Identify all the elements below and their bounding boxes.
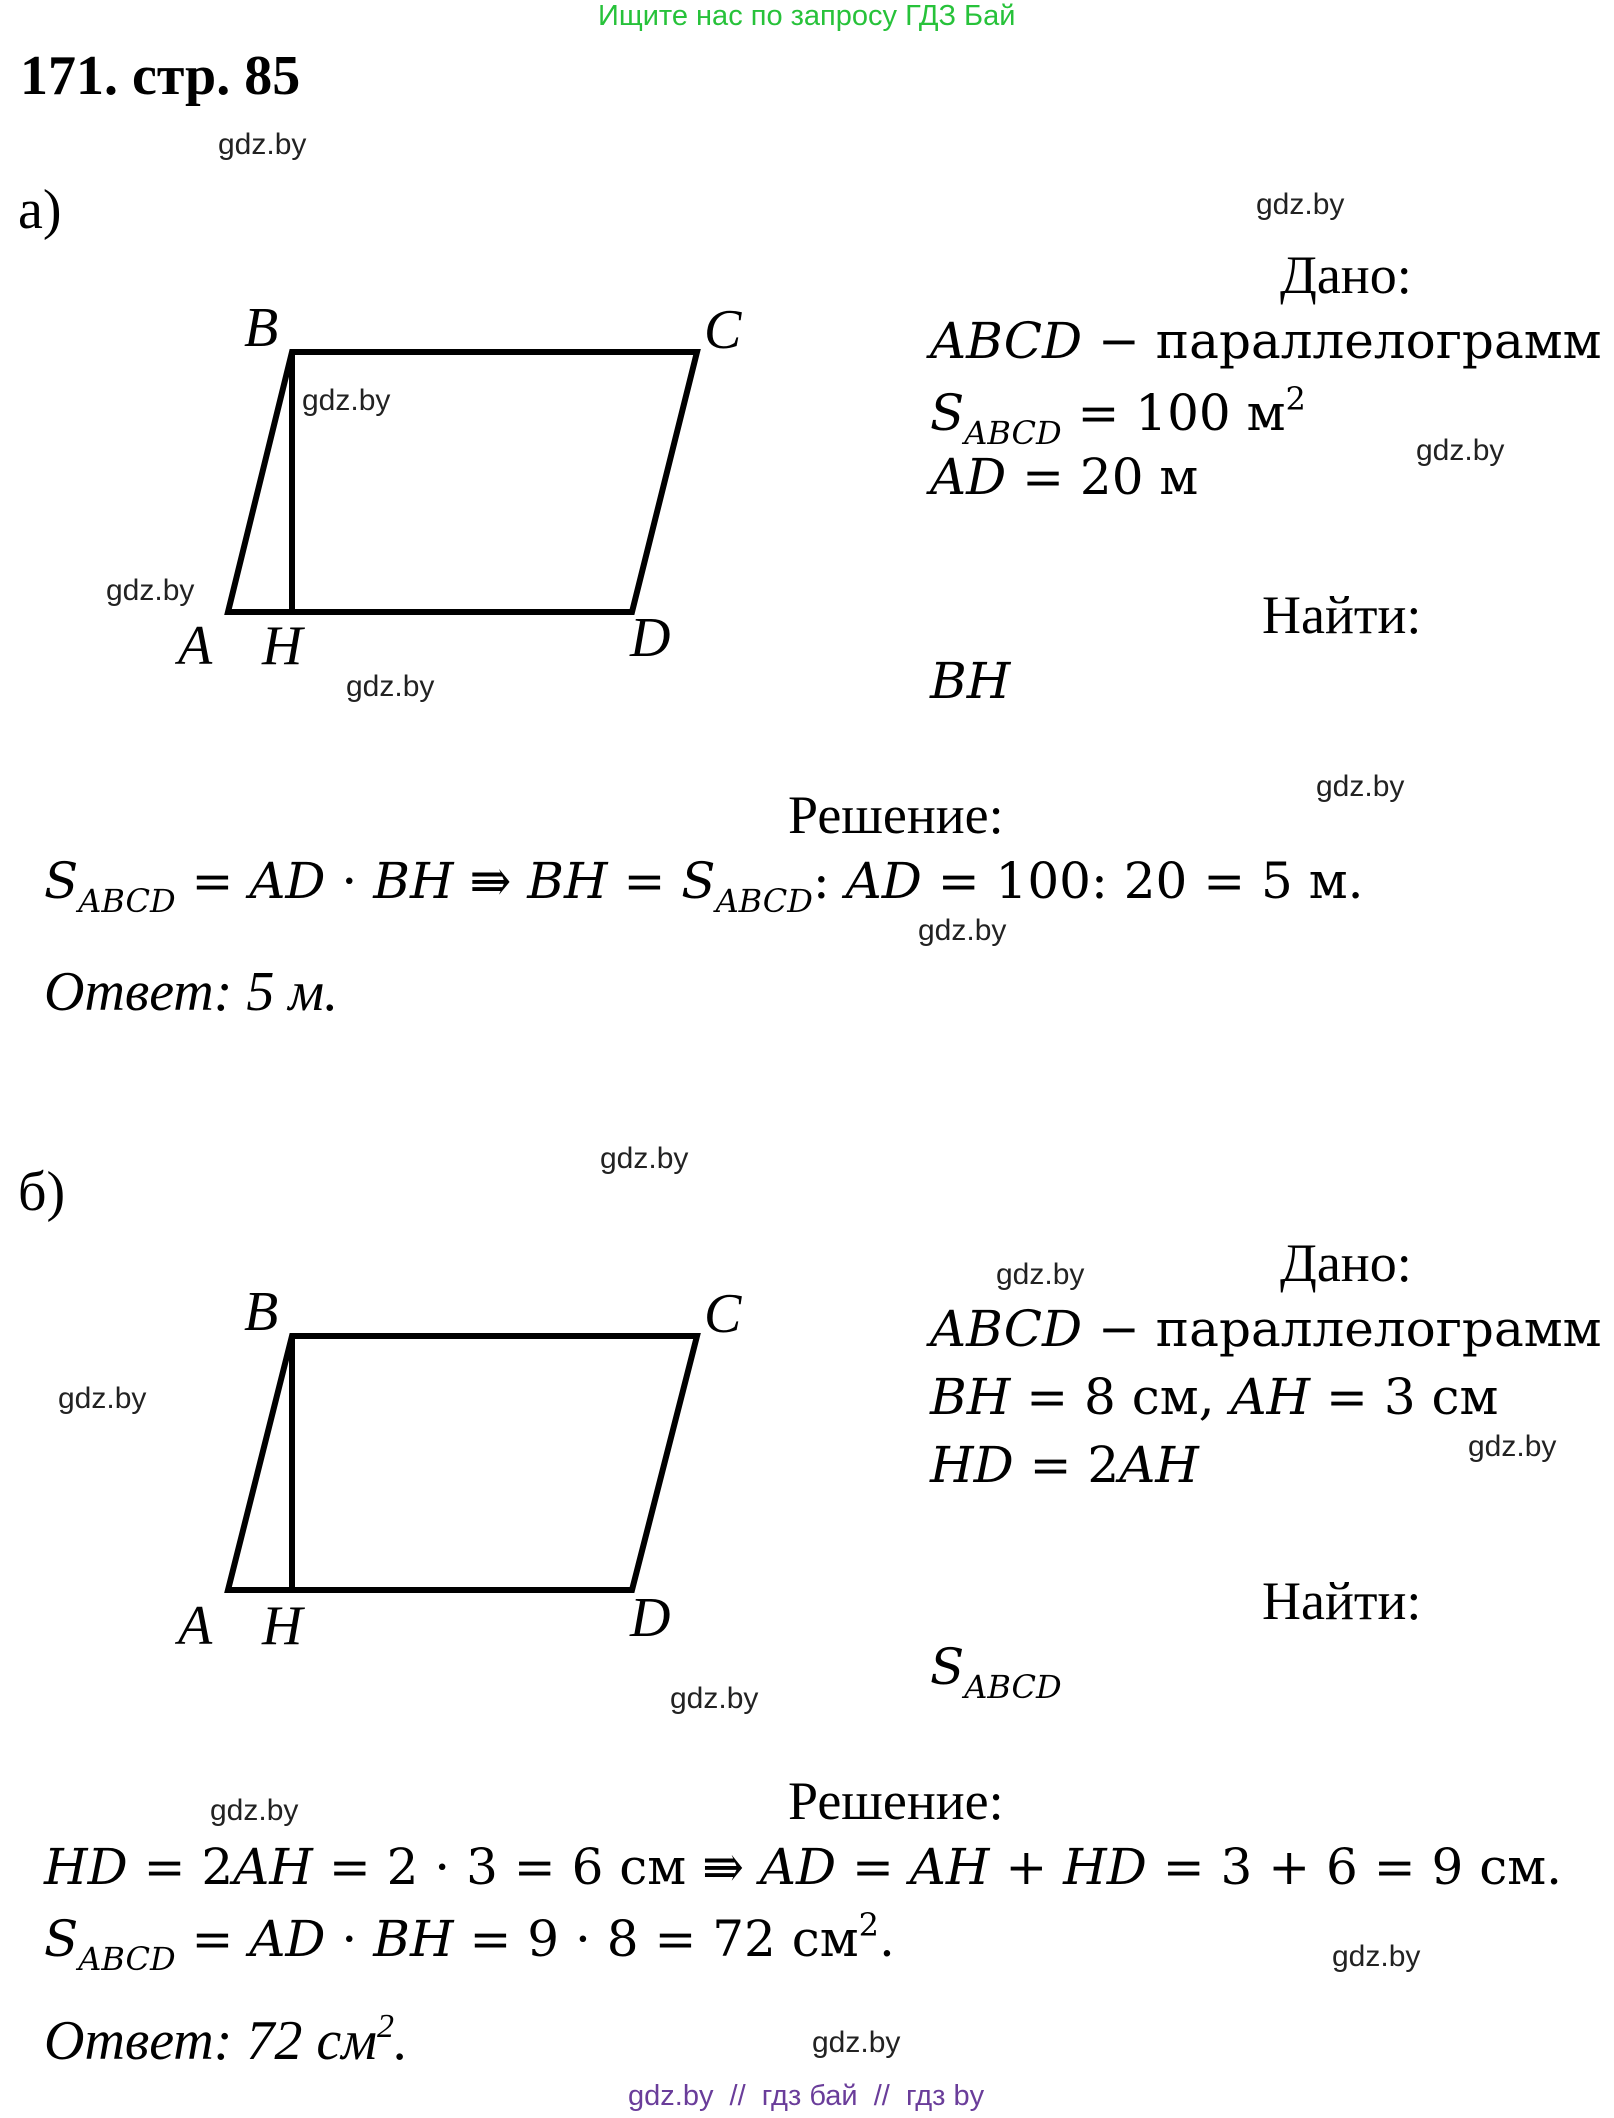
- part-b-find-value: $S_{ABCD}$: [930, 1638, 1062, 1706]
- part-b-solution-line-2: $S_{ABCD}$ = AD · BH = 9 · 8 = 72 $см^2$.: [44, 1906, 895, 1978]
- part-b-given-title: Дано:: [1280, 1233, 1412, 1293]
- watermark: gdz.by: [302, 384, 391, 417]
- page-title: 171. стр. 85: [20, 45, 301, 107]
- parallelogram-abcd: [228, 352, 697, 612]
- watermark: gdz.by: [670, 1682, 759, 1715]
- vertex-c-label: C: [704, 299, 742, 361]
- top-watermark: Ищите нас по запросу ГДЗ Бай: [598, 0, 1016, 32]
- part-b-given-line-1: ABCD − параллелограмм: [930, 1300, 1602, 1358]
- vertex-d-label: D: [630, 607, 671, 669]
- part-a-given-title: Дано:: [1280, 245, 1412, 305]
- part-a-find-value: BH: [930, 652, 1011, 710]
- part-b-find-title: Найти:: [1262, 1571, 1422, 1631]
- part-b-given-line-2: BH = 8 см, AH = 3 см: [930, 1368, 1499, 1426]
- watermark: gdz.by: [1256, 188, 1345, 221]
- part-a-given-line-2: $S_{ABCD} = 100$ $м^2$: [930, 380, 1306, 452]
- part-a-given-line-3: AD = 20 м: [930, 448, 1199, 506]
- watermark: gdz.by: [210, 1794, 299, 1827]
- parallelogram-abcd: [228, 1336, 697, 1590]
- watermark: gdz.by: [812, 2026, 901, 2059]
- watermark: gdz.by: [1316, 770, 1405, 803]
- part-b-answer: Ответ: 72 $см^2$.: [44, 2008, 408, 2072]
- part-b-solution-line-1: HD = 2AH = 2 · 3 = 6 см ⇛ AD = AH + HD = 3 + 6 = 9 см.: [44, 1838, 1563, 1896]
- part-a-answer: Ответ: 5 м.: [44, 961, 339, 1023]
- part-a-find-title: Найти:: [1262, 585, 1422, 645]
- watermark: gdz.by: [1468, 1430, 1557, 1463]
- part-a-label: а): [18, 179, 62, 241]
- footer-watermark: gdz.by // гдз бай // гдз by: [628, 2080, 985, 2112]
- watermark: gdz.by: [1332, 1940, 1421, 1973]
- watermark: gdz.by: [346, 670, 435, 703]
- watermark: gdz.by: [918, 914, 1007, 947]
- watermark: gdz.by: [58, 1382, 147, 1415]
- part-b-solution-title: Решение:: [788, 1771, 1004, 1831]
- watermark: gdz.by: [106, 574, 195, 607]
- part-a-given-line-1: ABCD − параллелограмм: [930, 312, 1602, 370]
- part-a-solution-title: Решение:: [788, 785, 1004, 845]
- vertex-h-label: H: [262, 615, 303, 677]
- watermark: gdz.by: [996, 1258, 1085, 1291]
- vertex-b-label: B: [244, 1281, 279, 1343]
- watermark: gdz.by: [600, 1142, 689, 1175]
- vertex-d-label: D: [630, 1587, 671, 1649]
- vertex-a-label: A: [178, 1595, 213, 1657]
- vertex-a-label: A: [178, 615, 213, 677]
- part-a-solution: $S_{ABCD}$ = AD · BH ⇛ BH = $S_{ABCD}$: AD = 100: 20 = 5 м.: [44, 852, 1364, 920]
- watermark: gdz.by: [1416, 434, 1505, 467]
- part-b-given-line-3: HD = 2AH: [930, 1436, 1199, 1494]
- vertex-h-label: H: [262, 1595, 303, 1657]
- part-b-label: б): [18, 1161, 66, 1223]
- watermark: gdz.by: [218, 128, 307, 161]
- vertex-c-label: C: [704, 1283, 742, 1345]
- part-b-figure: [0, 1240, 820, 1670]
- vertex-b-label: B: [244, 297, 279, 359]
